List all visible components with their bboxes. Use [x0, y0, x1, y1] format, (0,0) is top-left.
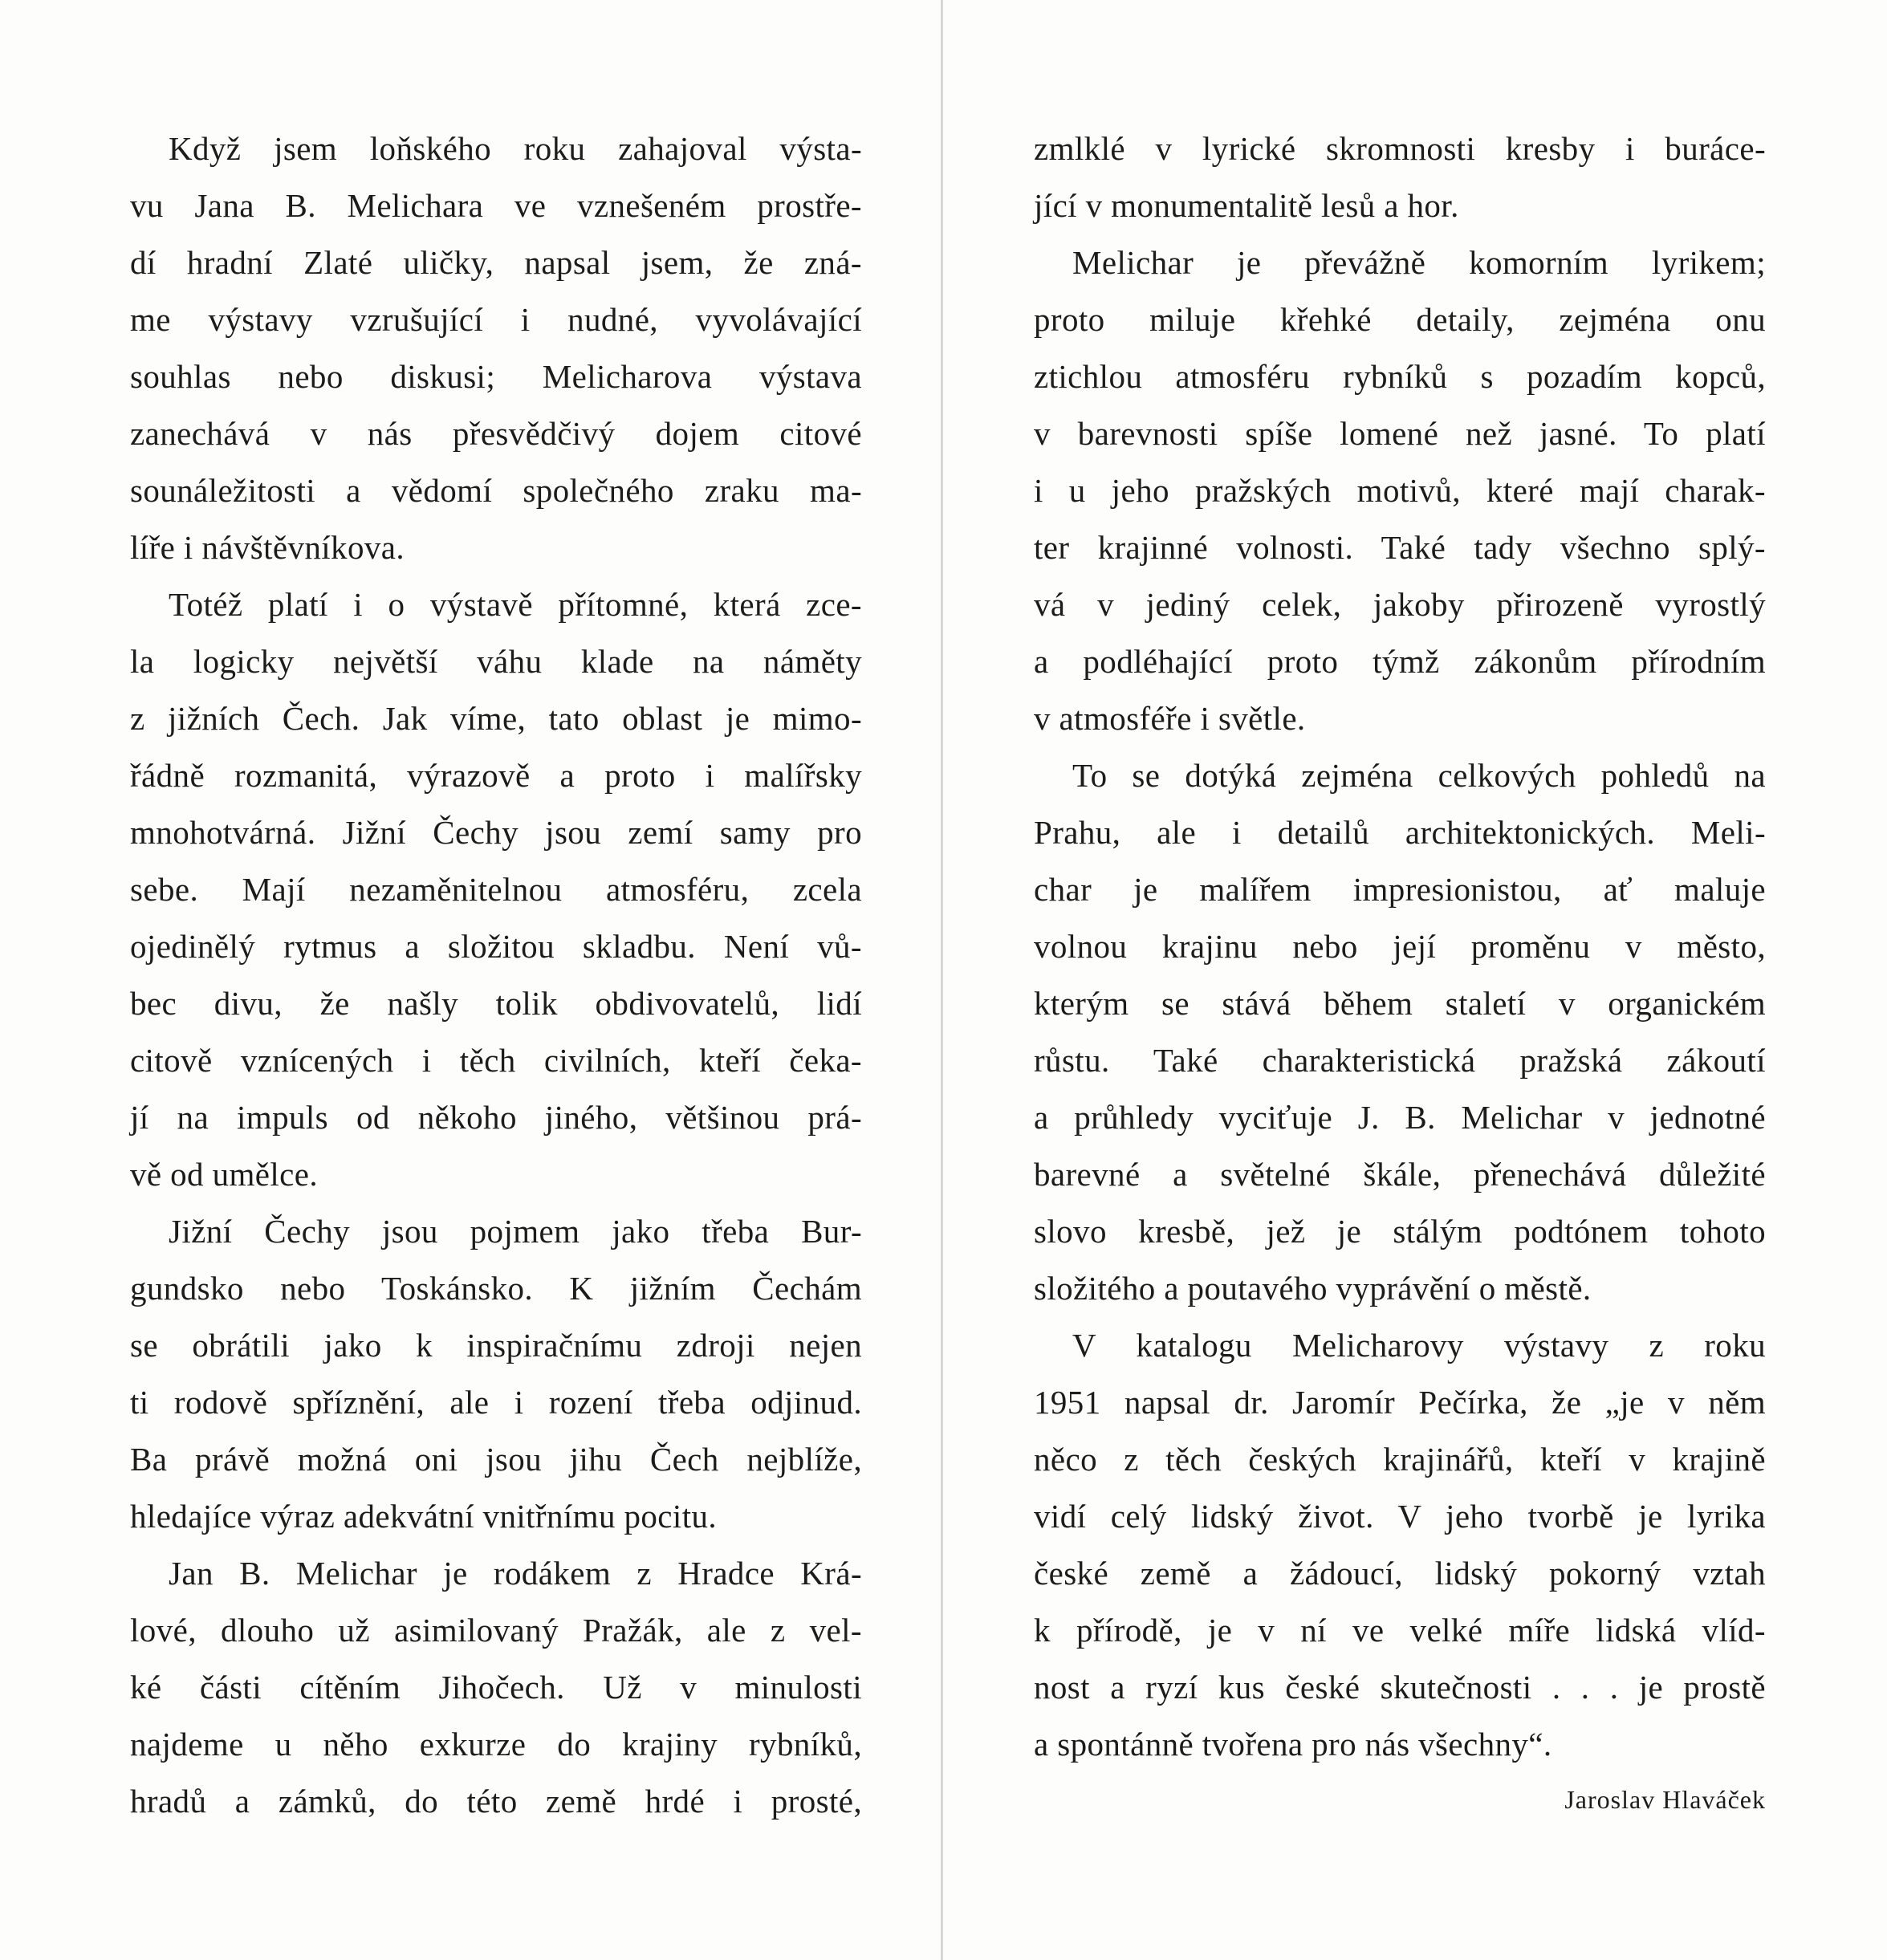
text-line: Prahu, ale i detailů architektonických. Meli- [1034, 814, 1766, 851]
text-line: me výstavy vzrušující i nudné, vyvolávající [130, 301, 862, 338]
text-line: najdeme u něho exkurze do krajiny rybníků, [130, 1726, 862, 1763]
text-line: líře i návštěvníkova. [130, 529, 405, 566]
paragraph [130, 1203, 862, 1545]
text-line: Totéž platí i o výstavě přítomné, která zce- [169, 586, 862, 623]
text-line: něco z těch českých krajinářů, kteří v krajině [1034, 1441, 1766, 1478]
paragraph [1034, 120, 1766, 234]
right-page [1034, 120, 1766, 1828]
text-line: ztichlou atmosféru rybníků s pozadím kopců, [1034, 358, 1766, 395]
text-line: volnou krajinu nebo její proměnu v město, [1034, 928, 1766, 965]
paragraph [1034, 747, 1766, 1317]
text-line: Když jsem loňského roku zahajoval výsta- [169, 130, 862, 167]
text-line: hradů a zámků, do této země hrdé i prosté, [130, 1783, 862, 1820]
text-line: bec divu, že našly tolik obdivovatelů, lidí [130, 985, 862, 1022]
text-line: ojedinělý rytmus a složitou skladbu. Není vů- [130, 928, 862, 965]
text-line: Melichar je převážně komorním lyrikem; [1072, 244, 1766, 281]
paragraph [130, 1545, 862, 1830]
text-line: řádně rozmanitá, výrazově a proto i malířsky [130, 757, 862, 794]
text-line: gundsko nebo Toskánsko. K jižním Čechám [130, 1270, 862, 1307]
text-line: vu Jana B. Melichara ve vznešeném prostře- [130, 187, 862, 224]
text-line: zanechává v nás přesvědčivý dojem citové [130, 415, 862, 452]
text-line: se obrátili jako k inspiračnímu zdroji nejen [130, 1327, 862, 1364]
text-line: V katalogu Melicharovy výstavy z roku [1072, 1327, 1766, 1364]
text-line: ter krajinné volnosti. Také tady všechno splý- [1034, 529, 1766, 566]
text-line: dí hradní Zlaté uličky, napsal jsem, že zná- [130, 244, 862, 281]
paragraph [1034, 1317, 1766, 1773]
text-line: To se dotýká zejména celkových pohledů na [1072, 757, 1766, 794]
text-line: slovo kresbě, jež je stálým podtónem tohoto [1034, 1213, 1766, 1250]
text-line: sounáležitosti a vědomí společného zraku ma- [130, 472, 862, 509]
text-line: složitého a poutavého vyprávění o městě. [1034, 1270, 1592, 1307]
text-line: jící v monumentalitě lesů a hor. [1034, 187, 1459, 224]
text-line: citově vznícených i těch civilních, kteří čeka- [130, 1042, 862, 1079]
text-line: char je malířem impresionistou, ať maluje [1034, 871, 1766, 908]
text-line: z jižních Čech. Jak víme, tato oblast je mimo- [130, 700, 862, 737]
text-line: a průhledy vyciťuje J. B. Melichar v jednotné [1034, 1099, 1766, 1136]
text-line: proto miluje křehké detaily, zejména onu [1034, 301, 1766, 338]
text-line: la logicky největší váhu klade na náměty [130, 643, 862, 680]
text-line: vě od umělce. [130, 1156, 319, 1193]
page-fold [941, 0, 943, 1960]
text-line: barevné a světelné škále, přenechává důležité [1034, 1156, 1766, 1193]
text-line: mnohotvárná. Jižní Čechy jsou zemí samy pro [130, 814, 862, 851]
text-line: v atmosféře i světle. [1034, 700, 1306, 737]
text-line: k přírodě, je v ní ve velké míře lidská vlíd- [1034, 1612, 1766, 1649]
paragraph [1034, 234, 1766, 747]
text-line: růstu. Také charakteristická pražská zákoutí [1034, 1042, 1766, 1079]
text-line: Jižní Čechy jsou pojmem jako třeba Bur- [169, 1213, 862, 1250]
text-line: a spontánně tvořena pro nás všechny“. [1034, 1726, 1552, 1763]
left-page [130, 120, 862, 1830]
text-line: jí na impuls od někoho jiného, většinou prá- [130, 1099, 862, 1136]
paragraph [130, 576, 862, 1203]
text-line: vá v jediný celek, jakoby přirozeně vyrostlý [1034, 586, 1766, 623]
text-line: vidí celý lidský život. V jeho tvorbě je lyrika [1034, 1498, 1766, 1535]
text-line: a podléhající proto týmž zákonům přírodním [1034, 643, 1766, 680]
text-line: ti rodově spříznění, ale i rození třeba odjinud. [130, 1384, 862, 1421]
text-line: lové, dlouho už asimilovaný Pražák, ale z vel- [130, 1612, 862, 1649]
text-line: české země a žádoucí, lidský pokorný vztah [1034, 1555, 1766, 1592]
text-line: ké části cítěním Jihočech. Už v minulosti [130, 1669, 862, 1706]
text-line: Jan B. Melichar je rodákem z Hradce Krá- [169, 1555, 862, 1592]
text-line: souhlas nebo diskusi; Melicharova výstava [130, 358, 862, 395]
text-line: hledajíce výraz adekvátní vnitřnímu pocitu. [130, 1498, 718, 1535]
author-signature: Jaroslav Hlaváček [1564, 1785, 1766, 1814]
text-line: i u jeho pražských motivů, které mají charak- [1034, 472, 1766, 509]
text-line: sebe. Mají nezaměnitelnou atmosféru, zcela [130, 871, 862, 908]
text-line: 1951 napsal dr. Jaromír Pečírka, že „je v něm [1034, 1384, 1766, 1421]
text-line: zmlklé v lyrické skromnosti kresby i buráce- [1034, 130, 1766, 167]
text-line: kterým se stává během staletí v organickém [1034, 985, 1766, 1022]
paragraph [130, 120, 862, 576]
text-line: v barevnosti spíše lomené než jasné. To platí [1034, 415, 1766, 452]
text-line: Ba právě možná oni jsou jihu Čech nejblíže, [130, 1441, 862, 1478]
text-line: nost a ryzí kus české skutečnosti . . . je prostě [1034, 1669, 1766, 1706]
